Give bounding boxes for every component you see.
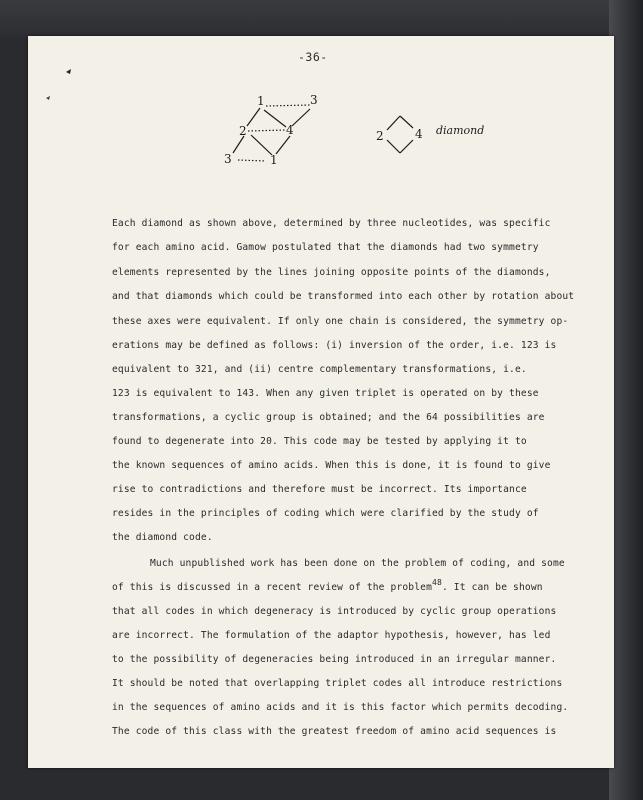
rd-bottom-right xyxy=(400,140,413,153)
diagram-label-1-top: 1 xyxy=(257,94,265,108)
rd-top-right xyxy=(400,116,413,128)
edge-4-1 xyxy=(276,136,290,154)
line-text: of this is discussed in a recent review of the problem xyxy=(112,582,432,593)
scan-border-right xyxy=(609,0,643,800)
diagram-label-4: 4 xyxy=(286,123,294,137)
body-line: 123 is equivalent to 143. When any given triplet is operated on by these xyxy=(112,388,539,399)
body-line: Much unpublished work has been done on the problem of coding, and some xyxy=(150,558,565,569)
diamond-diagram xyxy=(28,36,614,196)
diagram-label-2: 2 xyxy=(239,124,247,138)
body-line: resides in the principles of coding which were clarified by the study of xyxy=(112,508,539,519)
body-line: rise to contradictions and therefore must be incorrect. Its importance xyxy=(112,484,527,495)
edge-2-1-diagonal xyxy=(251,135,272,155)
diagram-label-3-top: 3 xyxy=(310,93,318,107)
reference-superscript: 48 xyxy=(432,578,442,587)
body-line: found to degenerate into 20. This code may be tested by applying it to xyxy=(112,436,527,447)
body-line: that all codes in which degeneracy is introduced by cyclic group operations xyxy=(112,606,557,617)
body-line: are incorrect. The formulation of the adaptor hypothesis, however, has led xyxy=(112,630,551,641)
rd-top-left xyxy=(387,116,400,130)
body-line: transformations, a cyclic group is obtained; and the 64 possibilities are xyxy=(112,412,545,423)
right-diamond-figure xyxy=(387,116,413,153)
dotted-bottom-edge xyxy=(238,160,266,161)
edge-1-4-diagonal xyxy=(264,110,286,127)
handwritten-diamond-label: diamond xyxy=(436,124,485,137)
edge-3-4 xyxy=(292,109,310,126)
body-line: The code of this class with the greatest freedom of amino acid sequences is xyxy=(112,726,557,737)
edge-1-2 xyxy=(247,108,260,126)
body-line: elements represented by the lines joining opposite points of the diamonds, xyxy=(112,267,551,278)
body-line: to the possibility of degeneracies being introduced in an irregular manner. xyxy=(112,654,557,665)
dotted-middle-edge xyxy=(248,130,286,131)
body-line: equivalent to 321, and (ii) centre complementary transformations, i.e. xyxy=(112,364,527,375)
body-line: and that diamonds which could be transformed into each other by rotation about xyxy=(112,291,575,302)
scan-border-top xyxy=(0,0,643,38)
line-text: . It can be shown xyxy=(441,582,543,593)
body-line-with-reference xyxy=(112,578,543,594)
diagram-label-2-right: 2 xyxy=(376,129,384,143)
diagram-label-3-bottom: 3 xyxy=(224,152,232,166)
page-number: -36- xyxy=(298,50,328,64)
body-line: Each diamond as shown above, determined by three nucleotides, was specific xyxy=(112,218,551,229)
body-line: It should be noted that overlapping triplet codes all introduce restrictions xyxy=(112,678,563,689)
rd-bottom-left xyxy=(387,140,400,153)
diagram-label-4-right: 4 xyxy=(415,127,423,141)
document-page xyxy=(28,36,614,768)
body-line: in the sequences of amino acids and it is this factor which permits decoding. xyxy=(112,702,569,713)
diagram-label-1-bottom: 1 xyxy=(270,153,278,167)
body-line: for each amino acid. Gamow postulated that the diamonds had two symmetry xyxy=(112,242,539,253)
dotted-top-edge xyxy=(266,105,310,106)
body-line: the diamond code. xyxy=(112,532,213,543)
edge-2-3 xyxy=(233,136,244,153)
body-line: these axes were equivalent. If only one chain is considered, the symmetry op- xyxy=(112,316,569,327)
body-line: erations may be defined as follows: (i) inversion of the order, i.e. 123 is xyxy=(112,340,557,351)
body-line: the known sequences of amino acids. When this is done, it is found to give xyxy=(112,460,551,471)
